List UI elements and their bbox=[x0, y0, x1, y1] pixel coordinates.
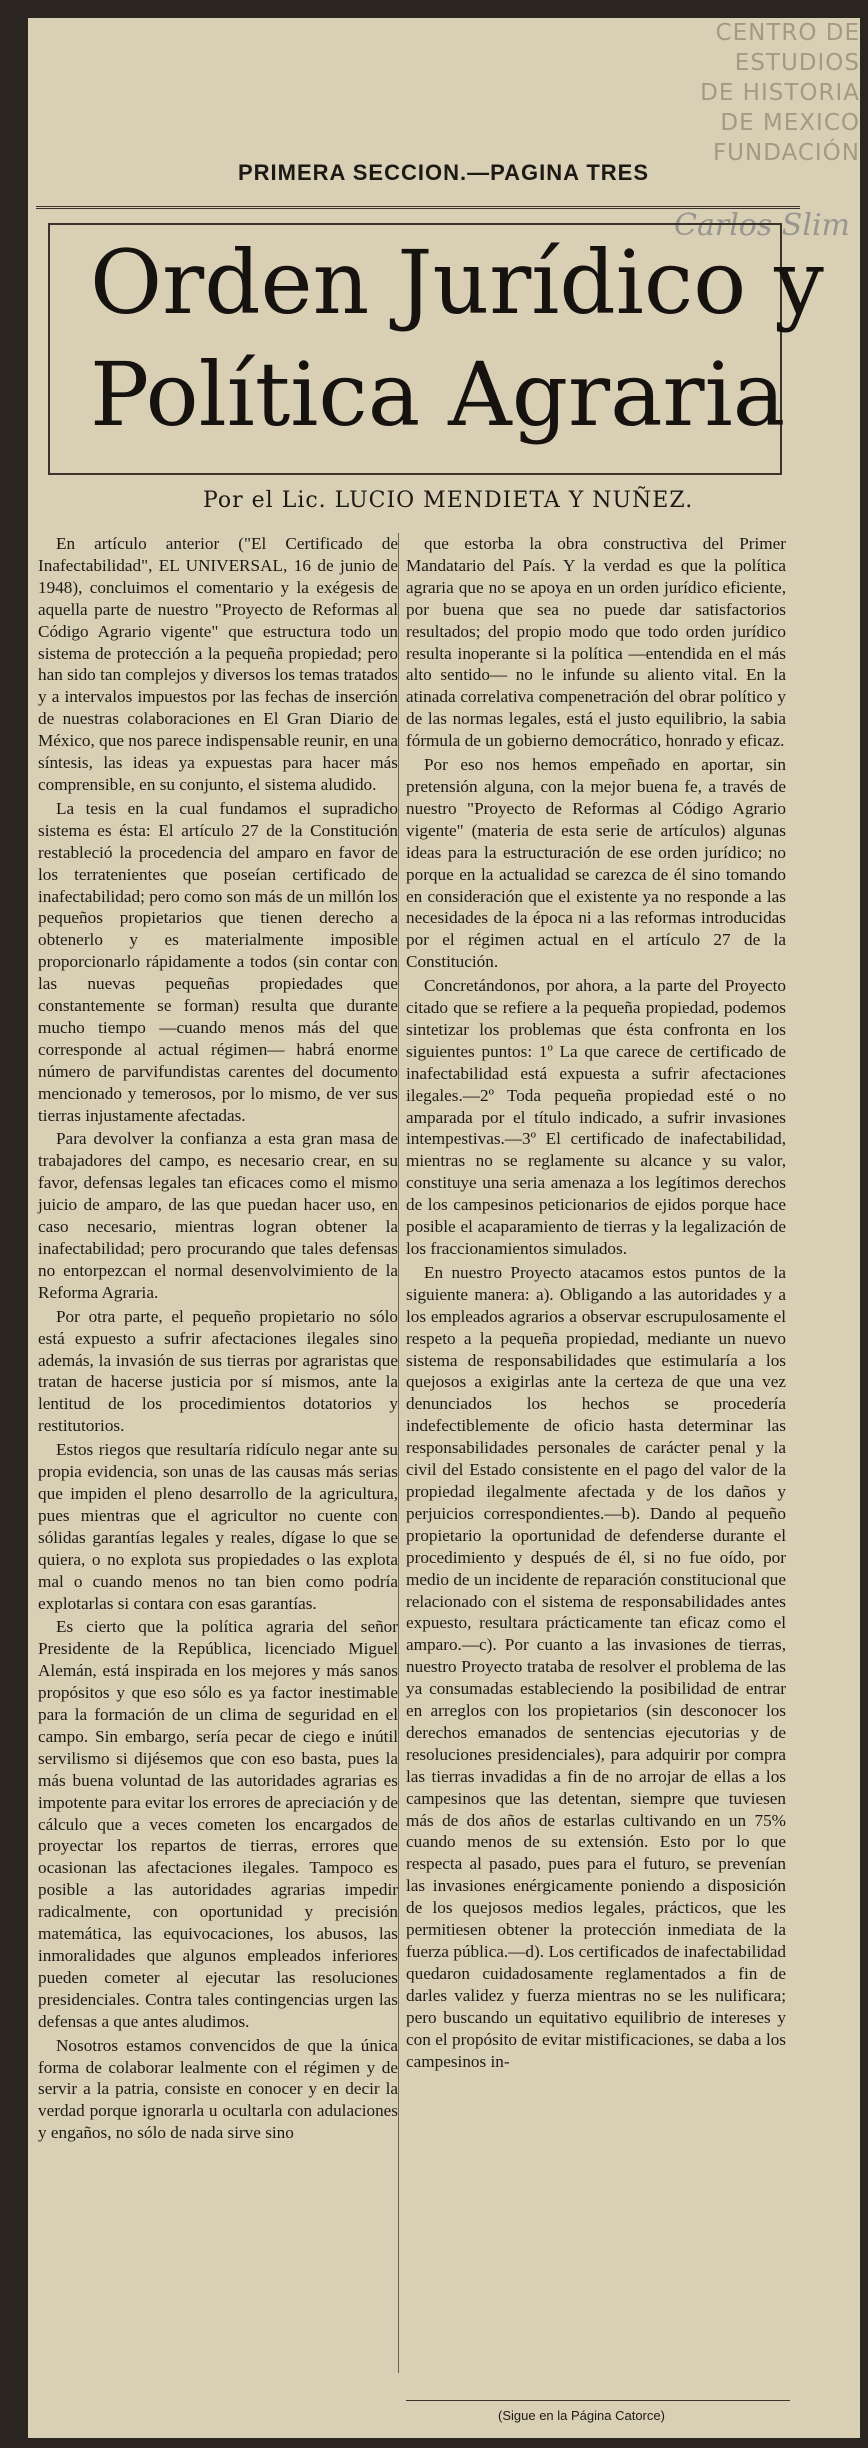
paragraph: Concretándonos, por ahora, a la parte del Proyecto citado que se refiere a la pequeña propiedad, podemos sintetizar los problemas que ésta confronta en los siguientes puntos: 1º La que carece de certificado de inafectabilidad está expuesta a sufrir afectaciones ilegales.—2º Toda pequeña propiedad esté o no amparada por el título indicado, a sufrir invasiones intempestivas.—3º El certificado de inafectabilidad, mientras no se reglamente su alcance y su valor, constituye una seria amenaza a los legítimos derechos de los campesinos peticionarios de ejidos porque hace posible el acaparamiento de tierras y la legalización de los fraccionamientos simulados. bbox=[406, 976, 786, 1258]
column-divider bbox=[398, 533, 399, 2373]
watermark-line: DE HISTORIA bbox=[700, 80, 860, 106]
newspaper-clipping bbox=[28, 18, 860, 2438]
header-rule bbox=[36, 206, 800, 209]
paragraph: que estorba la obra constructiva del Primer Mandatario del País. Y la verdad es que la política agraria que no se apoya en un orden jurídico eficiente, por buena que sea no puede dar satisfactorios resultados; del propio modo que todo orden jurídico resulta inoperante si la política —entendida en el más alto sentido— no le infunde su aliento vital. En la atinada correlativa compenetración del obrar político y de las normas legales, está el justo equilibrio, la sabia fórmula de un gobierno democrático, honrado y eficaz. bbox=[406, 534, 786, 751]
watermark-line: CENTRO DE bbox=[715, 20, 860, 46]
article-column-left bbox=[38, 533, 398, 2146]
paragraph: Para devolver la confianza a esta gran masa de trabajadores del campo, es necesario crear, en su favor, defensas legales tan eficaces como el mismo juicio de amparo, de las que puedan hacer uso, en caso necesario, mientras logran obtener la inafectabilidad; pero procurando que tales defensas no entorpezcan el normal desenvolvimiento de la Reforma Agraria. bbox=[38, 1129, 398, 1302]
paragraph: En artículo anterior ("El Certificado de Inafectabilidad", EL UNIVERSAL, 16 de junio de 1948), concluimos el comentario y la exégesis de aquella parte de nuestro "Proyecto de Reformas al Código Agrario vigente" que estructura todo un sistema de protección a la pequeña propiedad; pero han sido tan complejos y diversos los temas tratados y a intervalos impuestos por las fechas de inserción de nuestras colaboraciones en El Gran Diario de México, que nos parece indispensable reunir, en una síntesis, las ideas ya expuestas para hacer más comprensible, en su conjunto, el sistema aludido. bbox=[38, 534, 398, 794]
paragraph: En nuestro Proyecto atacamos estos puntos de la siguiente manera: a). Obligando a las autoridades y a los empleados agrarios a observar escrupulosamente el respeto a la pequeña propiedad, mediante un nuevo sistema de responsabilidades que estimularía a los quejosos a exigirlas ante la certeza de que una vez denunciados los hechos se procedería indefectiblemente de oficio hasta determinar las responsabilidades personales de carácter penal y la civil del Estado consistente en el pago del valor de la propiedad ilegalmente afectada y de los daños y perjuicios correspondientes.—b). Dando al pequeño propietario la oportunidad de defenderse durante el procedimiento y después de él, si no fue oído, por medio de un incidente de reparación constitucional que relacionado con el sistema de responsabilidades antes expuesto, resultara prácticamente tan eficaz como el amparo.—c). Por cuanto a las invasiones de tierras, nuestro Proyecto trataba de resolver el problema de las ya consumadas estableciendo la posibilidad de entrar en arreglos con los propietarios (sin desconocer los derechos emanados de sentencias ejecutorias y de resoluciones presidenciales), para adquirir por compra las tierras invadidas a fin de no arrojar de ellas a los campesinos que las detentan, siempre que tuviesen más de dos años de estarlas cultivando en un 75% cuando menos de su extensión. Esto por lo que respecta al pasado, pues para el futuro, se prevenían las invasiones enérgicamente poniendo a disposición de los quejosos medios legales, prácticos, que les permitiesen obtener la protección inmediata de la fuerza pública.—d). Los certificados de inafectabilidad quedaron cuidadosamente reglamentados a fin de darles validez y fuerza mientras no se les nulificara; pero buscando un equitativo equilibrio de intereses y con el propósito de evitar mistificaciones, se daba a los campesinos in- bbox=[406, 1262, 786, 2071]
watermark-line: DE MEXICO bbox=[720, 110, 860, 136]
watermark-line: FUNDACIÓN bbox=[712, 140, 860, 166]
paragraph: Es cierto que la política agraria del señor Presidente de la República, licenciado Miguel Alemán, está inspirada en los mejores y más sanos propósitos y que eso sólo es ya factor inestimable para la formación de un clima de seguridad en el campo. Sin embargo, sería pecar de ciego e inútil servilismo si dijésemos que con eso basta, pues la más buena voluntad de las autoridades agrarias es impotente para evitar los errores de apreciación y de cálculo que a veces cometen los encargados de proyectar los repartos de tierras, errores que ocasionan las afectaciones ilegales. Tampoco es posible a las autoridades agrarias impedir radicalmente, con oportunidad y precisión matemática, las equivocaciones, los abusos, las inmoralidades que algunos empleados inferiores pueden cometer al ejecutar las resoluciones presidenciales. Contra tales contingencias urgen las defensas a que antes aludimos. bbox=[38, 1617, 398, 2031]
section-header: PRIMERA SECCION.—PAGINA TRES bbox=[238, 160, 649, 185]
headline-line-2: Política Agraria bbox=[90, 343, 786, 446]
paragraph: Por otra parte, el pequeño propietario no sólo está expuesto a sufrir afectaciones ilegales sino además, la invasión de sus tierras por agraristas que tratan de hacerse justicia por sí mismos, ante la lentitud de los procedimientos dotatorios y restitutorios. bbox=[38, 1306, 398, 1436]
paragraph: Nosotros estamos convencidos de que la única forma de colaborar lealmente con el régimen y de servir a la patria, consiste en conocer y en decir la verdad porque ignorarla u ocultarla con adulaciones y engaños, no sólo de nada sirve sino bbox=[38, 2035, 398, 2143]
paragraph: Estos riegos que resultaría ridículo negar ante su propia evidencia, son unas de las causas más serias que impiden el pleno desarrollo de la agricultura, pues mientras que el agricultor no cuente con sólidas garantías legales y reales, dígase lo que se quiera, o no explota sus propiedades o las explota mal o cuando menos no tan bien como podría explotarlas si contara con esas garantías. bbox=[38, 1440, 398, 1613]
paragraph: La tesis en la cual fundamos el supradicho sistema es ésta: El artículo 27 de la Constitución restableció la procedencia del amparo en favor de los terratenientes que poseían certificado de inafectabilidad; pero como son más de un millón los pequeños propietarios que tienen derecho a obtenerlo y es materialmente imposible proporcionarlo rápidamente a todos (sin contar con las nuevas pequeñas propiedades que constantemente se forman) resulta que durante mucho tiempo —cuando menos más del que corresponde al actual régimen— habrá enorme número de parvifundistas carentes del documento mencionado y temerosos, por lo mismo, de ver sus tierras injustamente afectadas. bbox=[38, 798, 398, 1125]
paragraph: Por eso nos hemos empeñado en aportar, sin pretensión alguna, con la mejor buena fe, a través de nuestro "Proyecto de Reformas al Código Agrario vigente" (materia de esta serie de artículos) algunas ideas para la estructuración de ese orden jurídico; no porque en la actualidad se carezca de él sino tomando en consideración que el existente ya no responde a las necesidades de la época ni a las reformas introducidas por el régimen actual en el artículo 27 de la Constitución. bbox=[406, 755, 786, 972]
article-column-right bbox=[406, 533, 786, 2074]
watermark-signature: Carlos Slim bbox=[674, 208, 850, 243]
watermark-line: ESTUDIOS bbox=[734, 50, 860, 76]
continued-note: (Sigue en la Página Catorce) bbox=[498, 2408, 665, 2423]
byline: Por el Lic. LUCIO MENDIETA Y NUÑEZ. bbox=[203, 488, 694, 513]
headline-line-1: Orden Jurídico y bbox=[90, 231, 824, 334]
headline-box bbox=[48, 223, 824, 475]
bottom-rule bbox=[406, 2400, 790, 2401]
archive-watermark bbox=[660, 18, 860, 168]
